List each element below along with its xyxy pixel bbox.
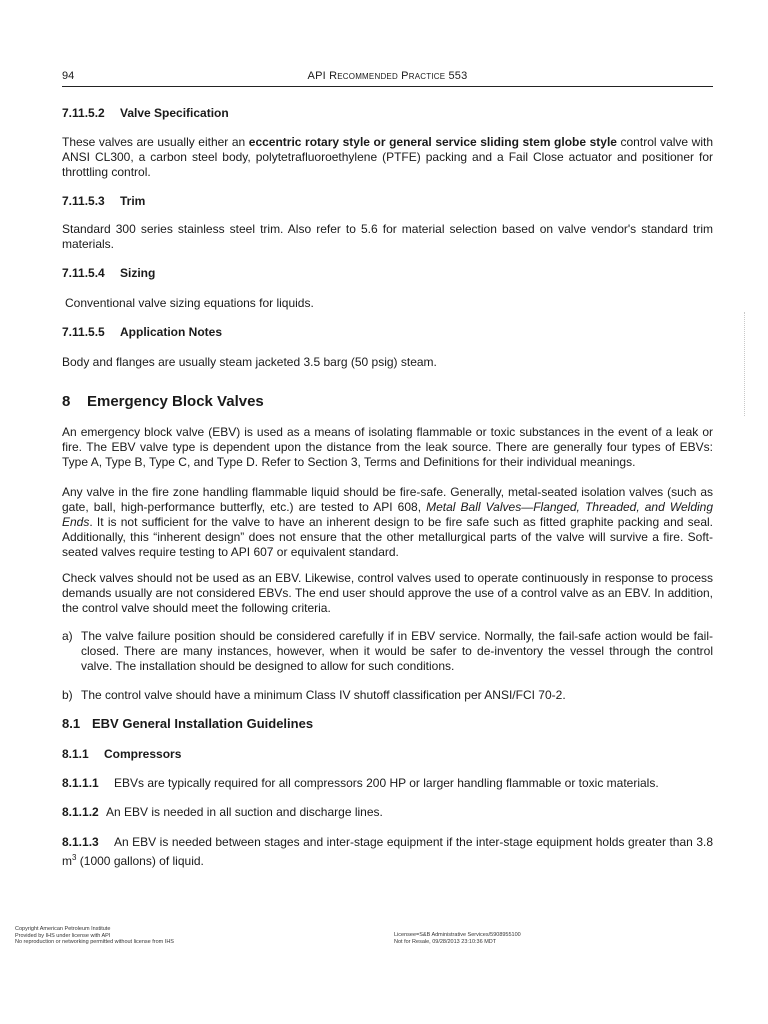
- paragraph-fire-safe: [62, 485, 713, 560]
- section-heading-7-11-5-2: [62, 106, 229, 120]
- list-label: a): [62, 629, 73, 643]
- clause-number: 8.1.1.3: [62, 835, 99, 849]
- paragraph-ebv-intro: An emergency block valve (EBV) is used as a means of isolating flammable or toxic substances in the event of a leak or fire. The EBV valve type is dependent upon the distance from the leak source. There are generally four types of EBVs: Type A, Type B, Type C, and Type D. Refer to Section 3, Terms and Definitions for their individual meanings.: [62, 425, 713, 469]
- footer-line: Not for Resale, 09/28/2013 23:10:36 MDT: [394, 938, 497, 945]
- list-label: b): [62, 688, 73, 702]
- list-item: [62, 688, 713, 703]
- paragraph-sizing: Conventional valve sizing equations for liquids.: [65, 296, 314, 310]
- paragraph-8-1-1-3: [62, 835, 713, 869]
- chapter-heading-8: [62, 393, 264, 410]
- section-heading-7-11-5-5: [62, 325, 222, 339]
- footer-line: Licensee=S&B Administrative Services/5908955100: [394, 932, 521, 938]
- running-header: [62, 68, 713, 87]
- section-number: 8.1: [62, 716, 81, 731]
- paragraph-trim: Standard 300 series stainless steel trim. Also refer to 5.6 for material selection based on valve vendor's standard trim materials.: [62, 222, 713, 251]
- section-title: Compressors: [104, 747, 182, 761]
- section-number: 7.11.5.5: [62, 325, 105, 339]
- page-number: 94: [62, 70, 75, 82]
- section-title: Application Notes: [120, 325, 223, 339]
- footer-line: No reproduction or networking permitted without license from IHS: [15, 939, 174, 945]
- text-run: control valve with ANSI CL300, a carbon steel body, polytetrafluoroethylene (PTFE) packing and a Fail Close actuator and positioner for throttling control.: [62, 135, 713, 179]
- paragraph-8-1-1-2: [62, 805, 713, 820]
- list-text: The control valve should have a minimum Class IV shutoff classification per ANSI/FCI 70-2.: [81, 688, 566, 702]
- scan-artifact: [744, 312, 749, 416]
- footer-right: [394, 932, 521, 945]
- list-item: [62, 629, 713, 674]
- section-number: 7.11.5.4: [62, 266, 105, 280]
- clause-text: An EBV is needed in all suction and discharge lines.: [106, 805, 383, 819]
- paragraph-valve-specification: [62, 135, 713, 180]
- paragraph-application-notes: Body and flanges are usually steam jacketed 3.5 barg (50 psig) steam.: [62, 355, 437, 369]
- text-run: Any valve in the fire zone handling flammable liquid should be fire-safe. Generally, metal-seated isolation valves (such as gate, ball, high-performance butterfly, etc.) are tested to API 608,: [62, 485, 713, 514]
- footer-line: Provided by IHS under license with API: [15, 932, 111, 939]
- section-heading-8-1: [62, 716, 313, 731]
- section-title: EBV General Installation Guidelines: [92, 716, 314, 731]
- italic-run: Metal Ball Valves—Flanged, Threaded, and Welding Ends: [62, 500, 714, 529]
- clause-number: 8.1.1.1: [62, 776, 99, 790]
- section-title: Trim: [120, 194, 146, 208]
- section-number: 8.1.1: [62, 747, 89, 761]
- list-text: The valve failure position should be considered carefully if in EBV service. Normally, the fail-safe action would be fail-closed. There are many instances, however, when it would be safer to de-inventory the vessel through the control valve. The installation should be designed to allow for such conditions.: [81, 629, 713, 673]
- section-heading-8-1-1: [62, 747, 181, 761]
- section-title: Sizing: [120, 266, 156, 280]
- document-title: API Recommended Practice 553: [307, 70, 468, 82]
- section-heading-7-11-5-3: [62, 194, 145, 208]
- section-number: 7.11.5.3: [62, 194, 105, 208]
- footer-line: Copyright American Petroleum Institute: [15, 926, 111, 932]
- section-title: Valve Specification: [120, 106, 229, 120]
- section-number: 7.11.5.2: [62, 106, 105, 120]
- paragraph-8-1-1-1: [62, 776, 713, 791]
- text-run: These valves are usually either an: [62, 135, 249, 149]
- bold-run: eccentric rotary style or general service sliding stem globe style: [248, 135, 617, 149]
- clause-text: An EBV is needed between stages and inter-stage equipment if the inter-stage equipment holds greater than 3.8 m: [62, 835, 713, 868]
- paragraph-check-valves: Check valves should not be used as an EBV. Likewise, control valves used to operate continuously in response to process demands usually are not considered EBVs. The end user should approve the use of a control valve as an EBV. In addition, the control valve should meet the following criteria.: [62, 571, 713, 615]
- section-heading-7-11-5-4: [62, 266, 155, 280]
- text-run: . It is not sufficient for the valve to have an inherent design to be fire safe such as fitted graphite packing and seal. Additionally, this “inherent design” does not ensure that the other metallurgical parts of the valve will survive a fire. Soft-seated valves require testing to API 607 or equivalent standard.: [62, 515, 713, 559]
- clause-text: (1000 gallons) of liquid.: [76, 854, 204, 868]
- superscript: 3: [72, 853, 77, 862]
- clause-number: 8.1.1.2: [62, 805, 99, 819]
- chapter-title: Emergency Block Valves: [87, 393, 264, 410]
- clause-text: EBVs are typically required for all compressors 200 HP or larger handling flammable or toxic materials.: [114, 776, 659, 790]
- footer-left: [15, 926, 174, 946]
- chapter-number: 8: [62, 393, 71, 410]
